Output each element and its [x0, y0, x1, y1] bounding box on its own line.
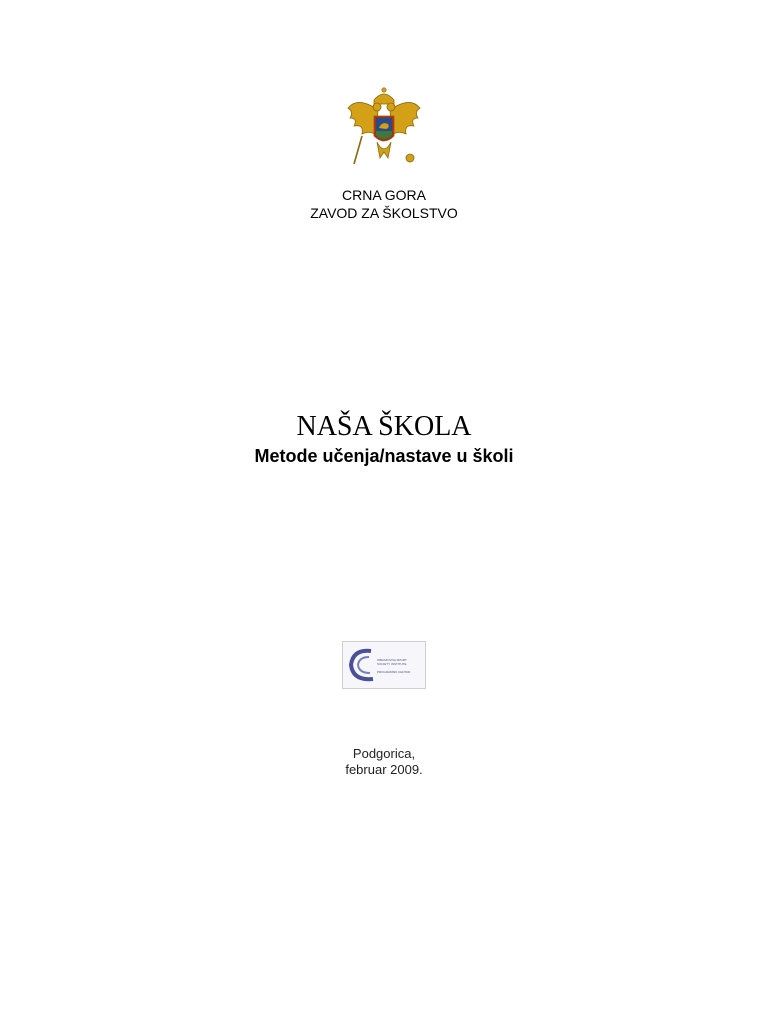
partner-logo-icon: [345, 643, 379, 687]
partner-logo-line3: PROGRAMSKI CENTAR: [377, 670, 411, 674]
country-name: CRNA GORA: [341, 187, 426, 203]
institution-name: ZAVOD ZA ŠKOLSTVO: [310, 205, 458, 221]
publication-date: februar 2009.: [345, 762, 423, 777]
partner-logo: [342, 641, 426, 689]
publication-place: Podgorica,: [352, 746, 416, 761]
montenegro-coat-of-arms-icon: [344, 86, 424, 172]
document-title: NAŠA ŠKOLA: [296, 411, 472, 442]
partner-logo-line2: SOCIETY INSTITUTE: [377, 662, 407, 666]
partner-logo-line1: OBRAZOVNA SPORT: [377, 658, 407, 662]
document-subtitle: Metode učenja/nastave u školi: [254, 446, 514, 466]
